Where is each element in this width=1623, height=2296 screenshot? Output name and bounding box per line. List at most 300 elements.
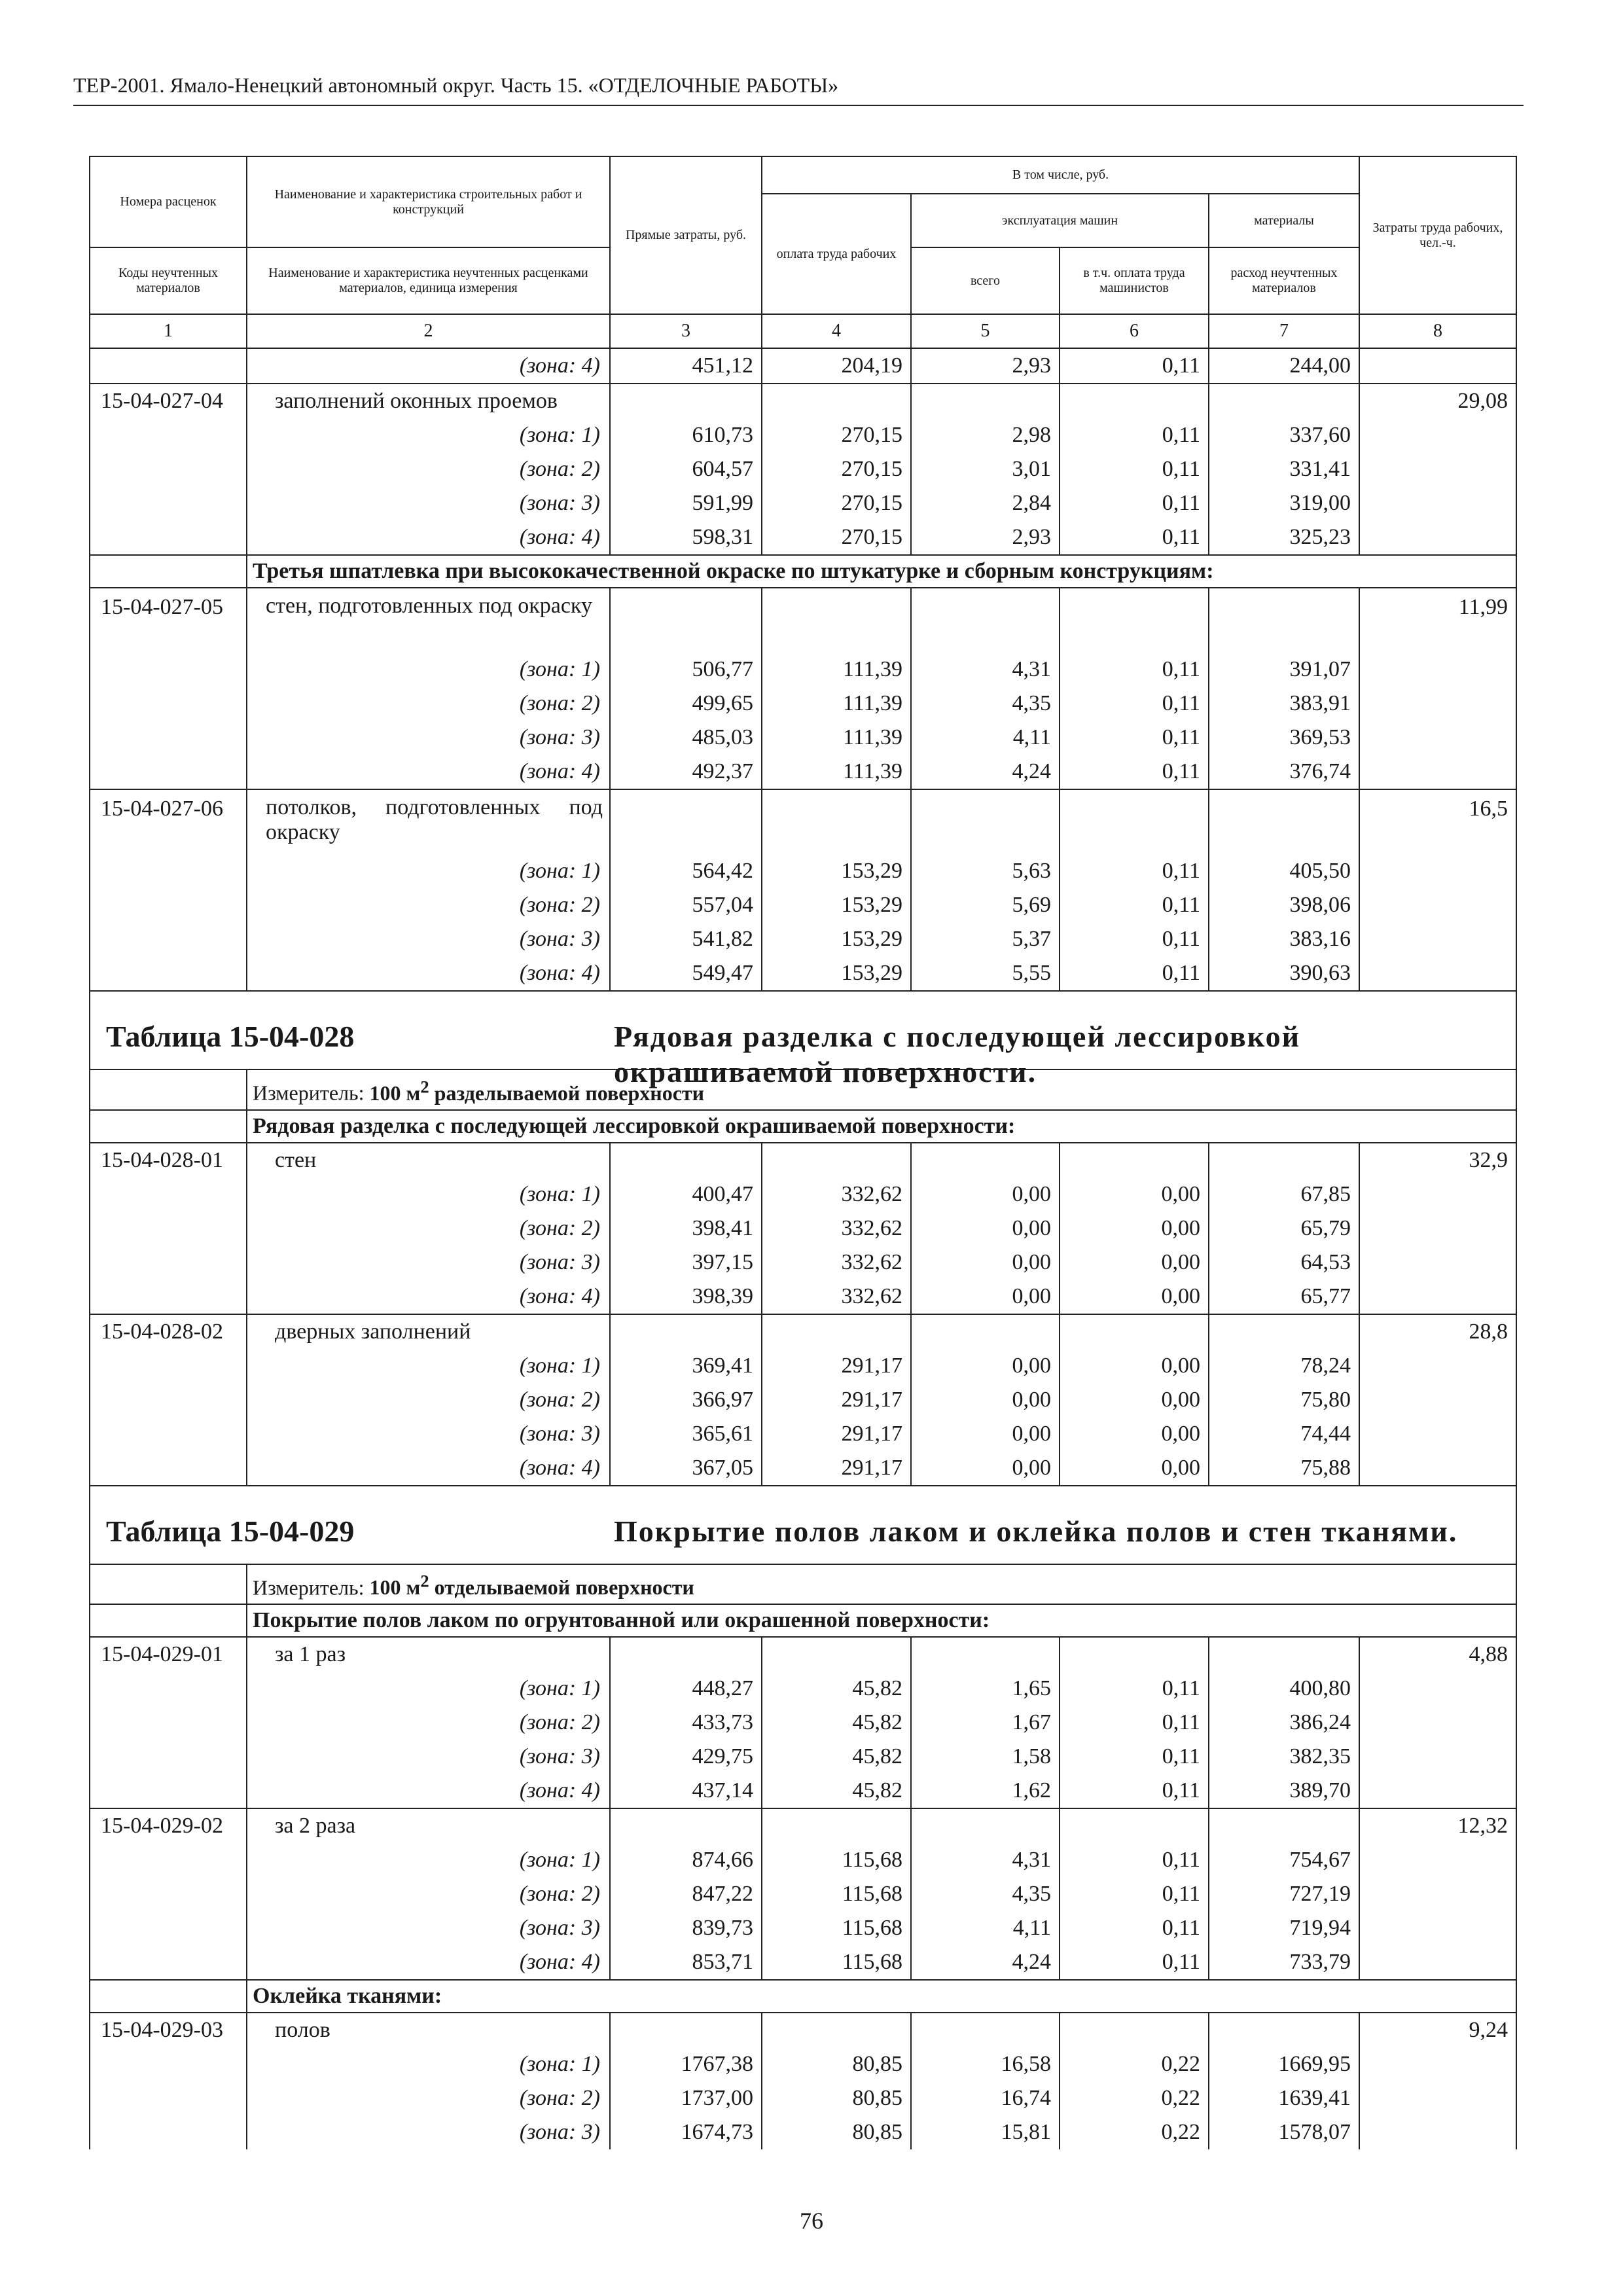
zone-label: (зона: 3) [247, 1246, 610, 1280]
zone-row [90, 1280, 1516, 1314]
machinists-pay: 0,00 [1060, 1246, 1209, 1280]
empty-cell [1359, 956, 1516, 991]
measure-unit: Измеритель: 100 $м^2$ разделываемой поверхности [247, 1069, 1516, 1110]
empty-cell [1359, 1383, 1516, 1417]
materials-cost: 331,41 [1209, 452, 1359, 486]
machines-total: 2,84 [911, 486, 1060, 520]
machinists-pay: 0,11 [1060, 721, 1209, 755]
zone-label: (зона: 4) [247, 348, 610, 384]
direct-cost: 1674,73 [610, 2115, 762, 2149]
zone-row [90, 1774, 1516, 1808]
rate-code: 15-04-028-02 [90, 1314, 247, 1349]
zone-row [90, 1877, 1516, 1911]
machines-total: 5,63 [911, 854, 1060, 888]
materials-cost: 383,91 [1209, 687, 1359, 721]
labor-cost: 9,24 [1359, 2013, 1516, 2047]
empty-cell [1359, 1451, 1516, 1486]
direct-cost: 397,15 [610, 1246, 762, 1280]
materials-cost: 733,79 [1209, 1945, 1359, 1980]
machines-total: 4,35 [911, 687, 1060, 721]
zone-row [90, 520, 1516, 555]
materials-cost: 244,00 [1209, 348, 1359, 384]
machinists-pay: 0,11 [1060, 1740, 1209, 1774]
materials-cost: 376,74 [1209, 755, 1359, 789]
empty-cell [90, 452, 247, 486]
machinists-pay: 0,00 [1060, 1417, 1209, 1451]
labor-pay: 115,68 [762, 1843, 911, 1877]
empty-cell [1209, 1314, 1359, 1349]
col-incl-header: В том числе, руб. [762, 156, 1359, 194]
zone-row [90, 956, 1516, 991]
empty-cell [1209, 1143, 1359, 1177]
labor-pay: 115,68 [762, 1945, 911, 1980]
empty-cell [1060, 1314, 1209, 1349]
machinists-pay: 0,00 [1060, 1211, 1209, 1246]
empty-cell [1209, 588, 1359, 653]
rate-name: за 2 раза [247, 1808, 610, 1843]
machinists-pay: 0,22 [1060, 2115, 1209, 2149]
labor-pay: 270,15 [762, 418, 911, 452]
empty-cell [90, 1417, 247, 1451]
rate-group [90, 348, 1516, 384]
empty-cell [1359, 1417, 1516, 1451]
empty-cell [1359, 1706, 1516, 1740]
direct-cost: 366,97 [610, 1383, 762, 1417]
direct-cost: 506,77 [610, 653, 762, 687]
empty-cell [1359, 1774, 1516, 1808]
direct-cost: 451,12 [610, 348, 762, 384]
col-number: 5 [911, 314, 1060, 348]
empty-cell [90, 1211, 247, 1246]
machines-total: 3,01 [911, 452, 1060, 486]
col-codes-header: Номера расценок [90, 156, 247, 247]
materials-cost: 65,77 [1209, 1280, 1359, 1314]
machines-total: 0,00 [911, 1246, 1060, 1280]
labor-pay: 270,15 [762, 452, 911, 486]
empty-cell [1359, 1177, 1516, 1211]
materials-cost: 719,94 [1209, 1911, 1359, 1945]
labor-pay: 270,15 [762, 520, 911, 555]
empty-cell [90, 888, 247, 922]
direct-cost: 365,61 [610, 1417, 762, 1451]
labor-pay: 153,29 [762, 922, 911, 956]
column-number-row [90, 314, 1516, 348]
empty-cell [90, 2115, 247, 2149]
machines-total: 0,00 [911, 1177, 1060, 1211]
machines-total: 4,35 [911, 1877, 1060, 1911]
empty-cell [1359, 922, 1516, 956]
col-name-header-2: Наименование и характеристика неучтенных расценками материалов, единица измерения [247, 247, 610, 314]
col-pay-header: оплата труда рабочих [762, 194, 911, 314]
empty-cell [1060, 789, 1209, 854]
zone-row [90, 687, 1516, 721]
rate-name: стен, подготовленных под окраску [247, 588, 610, 653]
zone-label: (зона: 1) [247, 1843, 610, 1877]
zone-row [90, 922, 1516, 956]
zone-label: (зона: 1) [247, 1349, 610, 1383]
machinists-pay: 0,11 [1060, 452, 1209, 486]
machinists-pay: 0,11 [1060, 418, 1209, 452]
machinists-pay: 0,11 [1060, 1706, 1209, 1740]
zone-label: (зона: 4) [247, 1774, 610, 1808]
machinists-pay: 0,11 [1060, 1911, 1209, 1945]
direct-cost: 1767,38 [610, 2047, 762, 2081]
empty-cell [1060, 1808, 1209, 1843]
zone-row [90, 2115, 1516, 2149]
machines-total: 15,81 [911, 2115, 1060, 2149]
labor-pay: 115,68 [762, 1877, 911, 1911]
page-header: ТЕР-2001. Ямало-Ненецкий автономный округ. Часть 15. «ОТДЕЛОЧНЫЕ РАБОТЫ» [73, 73, 839, 97]
empty-cell [1359, 486, 1516, 520]
direct-cost: 398,39 [610, 1280, 762, 1314]
labor-cost: 11,99 [1359, 588, 1516, 653]
empty-cell [90, 1349, 247, 1383]
direct-cost: 853,71 [610, 1945, 762, 1980]
zone-label: (зона: 2) [247, 1211, 610, 1246]
col-number: 6 [1060, 314, 1209, 348]
rate-code: 15-04-029-03 [90, 2013, 247, 2047]
direct-cost: 367,05 [610, 1451, 762, 1486]
empty-cell [1359, 888, 1516, 922]
zone-label: (зона: 2) [247, 2081, 610, 2115]
empty-cell [90, 1877, 247, 1911]
empty-cell [1359, 1740, 1516, 1774]
rate-name: заполнений оконных проемов [247, 384, 610, 418]
materials-cost: 400,80 [1209, 1672, 1359, 1706]
col-number: 4 [762, 314, 911, 348]
empty-cell [762, 1143, 911, 1177]
rate-name: дверных заполнений [247, 1314, 610, 1349]
direct-cost: 847,22 [610, 1877, 762, 1911]
section-heading: Оклейка тканями: [247, 1980, 1516, 2013]
empty-cell [911, 1314, 1060, 1349]
empty-cell [610, 789, 762, 854]
rate-code: 15-04-029-01 [90, 1637, 247, 1672]
zone-label: (зона: 3) [247, 721, 610, 755]
empty-cell [90, 1843, 247, 1877]
direct-cost: 598,31 [610, 520, 762, 555]
direct-cost: 485,03 [610, 721, 762, 755]
rate-name: стен [247, 1143, 610, 1177]
empty-cell [610, 1314, 762, 1349]
empty-cell [1060, 2013, 1209, 2047]
empty-cell [1359, 1843, 1516, 1877]
zone-row [90, 1211, 1516, 1246]
table-number: Таблица 15-04-028 [106, 1020, 355, 1053]
empty-cell [90, 1672, 247, 1706]
direct-cost: 1737,00 [610, 2081, 762, 2115]
zone-row [90, 1843, 1516, 1877]
empty-cell [90, 755, 247, 789]
empty-cell [90, 1383, 247, 1417]
materials-cost: 325,23 [1209, 520, 1359, 555]
machines-total: 0,00 [911, 1349, 1060, 1383]
labor-pay: 80,85 [762, 2081, 911, 2115]
rate-title-row [90, 1314, 1516, 1349]
empty-cell [1209, 1808, 1359, 1843]
empty-cell [1359, 1211, 1516, 1246]
materials-cost: 1669,95 [1209, 2047, 1359, 2081]
empty-cell [911, 1143, 1060, 1177]
direct-cost: 610,73 [610, 418, 762, 452]
empty-cell [610, 1637, 762, 1672]
machinists-pay: 0,11 [1060, 956, 1209, 991]
machines-total: 1,65 [911, 1672, 1060, 1706]
table-head [90, 156, 1516, 348]
direct-cost: 400,47 [610, 1177, 762, 1211]
empty-cell [1359, 418, 1516, 452]
machinists-pay: 0,11 [1060, 854, 1209, 888]
col-direct-header: Прямые затраты, руб. [610, 156, 762, 314]
machinists-pay: 0,11 [1060, 520, 1209, 555]
empty-cell [1359, 1349, 1516, 1383]
rate-group [90, 1314, 1516, 1486]
zone-label: (зона: 3) [247, 2115, 610, 2149]
materials-cost: 386,24 [1209, 1706, 1359, 1740]
zone-row [90, 2081, 1516, 2115]
empty-cell [1060, 384, 1209, 418]
machines-total: 1,62 [911, 1774, 1060, 1808]
machinists-pay: 0,00 [1060, 1177, 1209, 1211]
empty-cell [90, 348, 247, 384]
empty-cell [911, 384, 1060, 418]
zone-row [90, 1945, 1516, 1980]
empty-cell [610, 384, 762, 418]
zone-label: (зона: 4) [247, 755, 610, 789]
zone-label: (зона: 1) [247, 2047, 610, 2081]
direct-cost: 541,82 [610, 922, 762, 956]
empty-cell [90, 486, 247, 520]
price-table [89, 156, 1517, 2149]
empty-cell [90, 1451, 247, 1486]
zone-label: (зона: 3) [247, 922, 610, 956]
measure-unit: Измеритель: 100 $м^2$ отделываемой поверхности [247, 1564, 1516, 1605]
section-block [90, 555, 1516, 588]
direct-cost: 557,04 [610, 888, 762, 922]
zone-row [90, 1672, 1516, 1706]
labor-pay: 111,39 [762, 653, 911, 687]
empty-cell [90, 687, 247, 721]
zone-label: (зона: 2) [247, 888, 610, 922]
col-materials-header: материалы [1209, 194, 1359, 247]
materials-cost: 398,06 [1209, 888, 1359, 922]
rate-group [90, 1808, 1516, 1980]
empty-cell [1359, 721, 1516, 755]
empty-cell [911, 2013, 1060, 2047]
labor-cost: 16,5 [1359, 789, 1516, 854]
labor-cost: 29,08 [1359, 384, 1516, 418]
zone-label: (зона: 4) [247, 1280, 610, 1314]
labor-pay: 332,62 [762, 1280, 911, 1314]
zone-row [90, 888, 1516, 922]
zone-label: (зона: 2) [247, 452, 610, 486]
empty-cell [610, 2013, 762, 2047]
labor-pay: 153,29 [762, 956, 911, 991]
labor-pay: 45,82 [762, 1774, 911, 1808]
machinists-pay: 0,00 [1060, 1349, 1209, 1383]
rate-group [90, 2013, 1516, 2149]
empty-cell [90, 1911, 247, 1945]
machines-total: 0,00 [911, 1417, 1060, 1451]
empty-cell [1359, 2047, 1516, 2081]
rate-title-row [90, 1143, 1516, 1177]
machinists-pay: 0,00 [1060, 1451, 1209, 1486]
empty-cell [1359, 2115, 1516, 2149]
empty-cell [1209, 2013, 1359, 2047]
materials-cost: 78,24 [1209, 1349, 1359, 1383]
empty-cell [911, 1808, 1060, 1843]
machines-total: 4,24 [911, 1945, 1060, 1980]
labor-pay: 153,29 [762, 888, 911, 922]
section-heading: Покрытие полов лаком по огрунтованной или окрашенной поверхности: [247, 1604, 1516, 1637]
machines-total: 5,55 [911, 956, 1060, 991]
labor-pay: 115,68 [762, 1911, 911, 1945]
machines-total: 4,24 [911, 755, 1060, 789]
empty-cell [1359, 687, 1516, 721]
machinists-pay: 0,11 [1060, 755, 1209, 789]
machinists-pay: 0,11 [1060, 888, 1209, 922]
machinists-pay: 0,11 [1060, 1843, 1209, 1877]
zone-label: (зона: 2) [247, 1706, 610, 1740]
zone-label: (зона: 3) [247, 486, 610, 520]
col-number: 2 [247, 314, 610, 348]
empty-cell [610, 588, 762, 653]
col-number: 3 [610, 314, 762, 348]
empty-cell [90, 1774, 247, 1808]
zone-label: (зона: 1) [247, 653, 610, 687]
empty-cell [911, 1637, 1060, 1672]
labor-pay: 45,82 [762, 1740, 911, 1774]
materials-cost: 337,60 [1209, 418, 1359, 452]
labor-pay: 111,39 [762, 755, 911, 789]
rate-title-row [90, 789, 1516, 854]
labor-pay: 204,19 [762, 348, 911, 384]
rate-code: 15-04-029-02 [90, 1808, 247, 1843]
labor-pay: 270,15 [762, 486, 911, 520]
zone-label: (зона: 1) [247, 1177, 610, 1211]
zone-row [90, 1911, 1516, 1945]
machinists-pay: 0,00 [1060, 1280, 1209, 1314]
labor-pay: 332,62 [762, 1211, 911, 1246]
empty-cell [90, 1177, 247, 1211]
zone-row [90, 854, 1516, 888]
machinists-pay: 0,22 [1060, 2081, 1209, 2115]
col-machines-total-header: всего [911, 247, 1060, 314]
zone-label: (зона: 1) [247, 418, 610, 452]
rate-group [90, 789, 1516, 991]
empty-cell [1060, 1637, 1209, 1672]
empty-cell [610, 1143, 762, 1177]
labor-pay: 80,85 [762, 2047, 911, 2081]
col-number: 8 [1359, 314, 1516, 348]
direct-cost: 437,14 [610, 1774, 762, 1808]
section-heading: Рядовая разделка с последующей лессировкой окрашиваемой поверхности: [247, 1110, 1516, 1143]
empty-cell [1209, 384, 1359, 418]
empty-cell [1209, 789, 1359, 854]
empty-cell [90, 2047, 247, 2081]
rate-code: 15-04-027-04 [90, 384, 247, 418]
rate-group [90, 588, 1516, 789]
machines-total: 4,31 [911, 1843, 1060, 1877]
zone-row [90, 653, 1516, 687]
labor-pay: 291,17 [762, 1383, 911, 1417]
empty-cell [90, 1945, 247, 1980]
zone-label: (зона: 4) [247, 1451, 610, 1486]
rate-code: 15-04-027-05 [90, 588, 247, 653]
empty-cell [1359, 1280, 1516, 1314]
zone-label: (зона: 2) [247, 687, 610, 721]
materials-cost: 67,85 [1209, 1177, 1359, 1211]
table-028-block [90, 991, 1516, 1143]
empty-cell [1359, 653, 1516, 687]
empty-cell [90, 922, 247, 956]
machinists-pay: 0,11 [1060, 348, 1209, 384]
table-title: Рядовая разделка с последующей лессировкой окрашиваемой поверхности. [614, 1020, 1301, 1088]
direct-cost: 549,47 [610, 956, 762, 991]
empty-cell [1359, 2081, 1516, 2115]
materials-cost: 75,88 [1209, 1451, 1359, 1486]
machines-total: 0,00 [911, 1211, 1060, 1246]
rate-title-row [90, 384, 1516, 418]
zone-row [90, 2047, 1516, 2081]
page-number: 76 [800, 2208, 823, 2234]
materials-cost: 389,70 [1209, 1774, 1359, 1808]
labor-pay: 111,39 [762, 687, 911, 721]
col-number: 1 [90, 314, 247, 348]
section-heading: Третья шпатлевка при высококачественной окраске по штукатурке и сборным конструкциям: [247, 555, 1516, 588]
empty-cell [1359, 1672, 1516, 1706]
labor-pay: 80,85 [762, 2115, 911, 2149]
empty-cell [1359, 755, 1516, 789]
labor-pay: 332,62 [762, 1246, 911, 1280]
labor-pay: 332,62 [762, 1177, 911, 1211]
table-number: Таблица 15-04-029 [106, 1514, 355, 1548]
table-title: Покрытие полов лаком и оклейка полов и стен тканями. [614, 1514, 1458, 1548]
zone-label: (зона: 2) [247, 1383, 610, 1417]
materials-cost: 391,07 [1209, 653, 1359, 687]
zone-row [90, 755, 1516, 789]
direct-cost: 839,73 [610, 1911, 762, 1945]
empty-cell [762, 2013, 911, 2047]
zone-row [90, 348, 1516, 384]
table-029-block [90, 1486, 1516, 1638]
machinists-pay: 0,11 [1060, 1877, 1209, 1911]
labor-pay: 291,17 [762, 1417, 911, 1451]
rate-title-row [90, 588, 1516, 653]
zone-label: (зона: 3) [247, 1740, 610, 1774]
labor-cost: 28,8 [1359, 1314, 1516, 1349]
zone-row [90, 486, 1516, 520]
empty-cell [90, 1280, 247, 1314]
rate-title-row [90, 1808, 1516, 1843]
empty-cell [762, 1808, 911, 1843]
empty-cell [762, 1314, 911, 1349]
empty-cell [90, 1706, 247, 1740]
direct-cost: 874,66 [610, 1843, 762, 1877]
machinists-pay: 0,11 [1060, 1672, 1209, 1706]
labor-cost: 4,88 [1359, 1637, 1516, 1672]
zone-row [90, 418, 1516, 452]
direct-cost: 564,42 [610, 854, 762, 888]
materials-cost: 64,53 [1209, 1246, 1359, 1280]
machines-total: 2,98 [911, 418, 1060, 452]
empty-cell [610, 1808, 762, 1843]
zone-label: (зона: 1) [247, 854, 610, 888]
materials-cost: 405,50 [1209, 854, 1359, 888]
machinists-pay: 0,11 [1060, 486, 1209, 520]
rate-name: полов [247, 2013, 610, 2047]
empty-cell [90, 418, 247, 452]
